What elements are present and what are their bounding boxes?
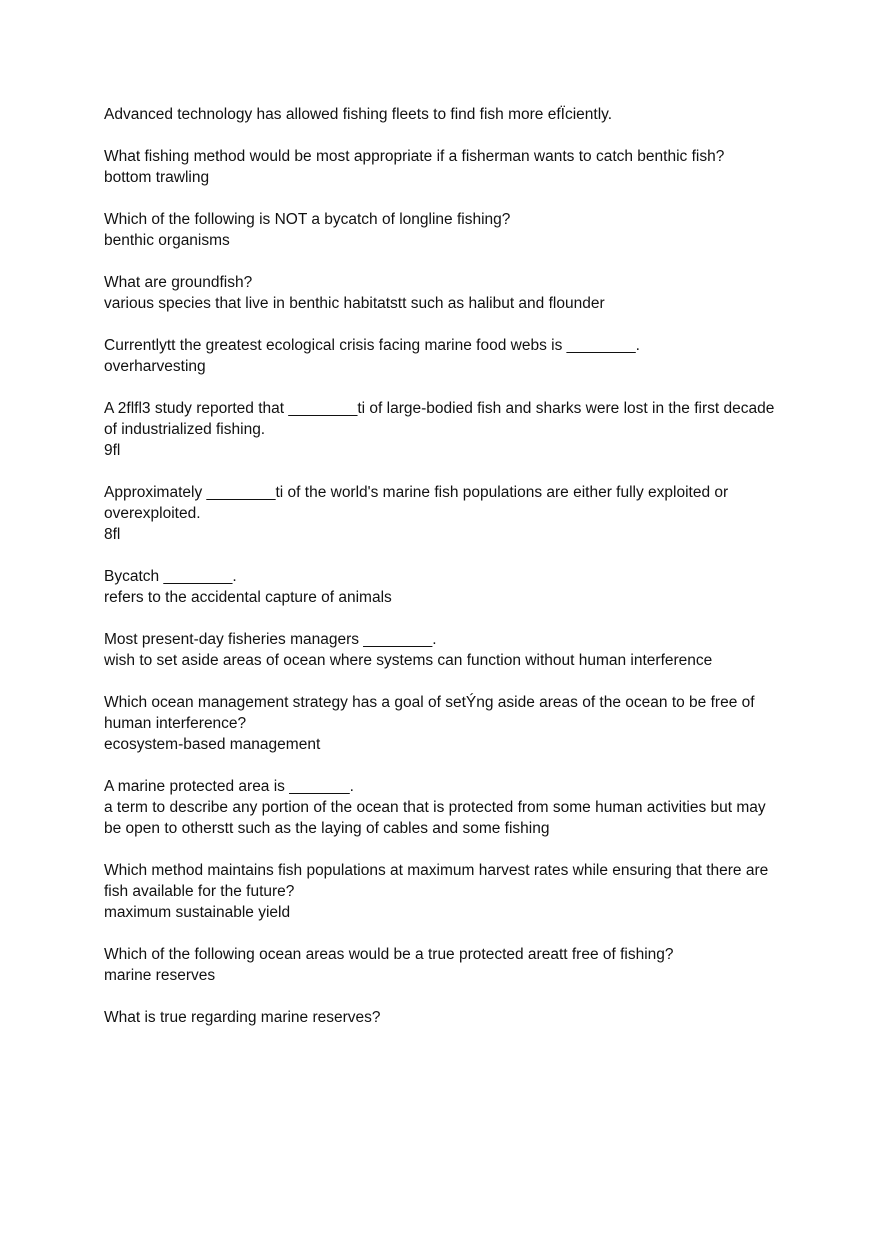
qa-block-9 <box>104 629 780 671</box>
qa-block-4 <box>104 272 780 314</box>
answer-text: ecosystem-based management <box>104 736 321 753</box>
question-text: Bycatch ________. <box>104 568 237 585</box>
answer-text: maximum sustainable yield <box>104 904 291 921</box>
qa-block-11 <box>104 776 780 839</box>
question-text: Which of the following ocean areas would be a true protected areatt free of fishing? <box>104 946 674 963</box>
answer-text: various species that live in benthic habitatstt such as halibut and flounder <box>104 295 605 312</box>
qa-block-12 <box>104 860 780 923</box>
qa-block-1 <box>104 104 780 125</box>
qa-block-13 <box>104 944 780 986</box>
question-text: Which of the following is NOT a bycatch of longline fishing? <box>104 211 511 228</box>
answer-text: 9fl <box>104 442 121 459</box>
question-text: Most present-day fisheries managers ________. <box>104 631 437 648</box>
qa-block-5 <box>104 335 780 377</box>
qa-block-2 <box>104 146 780 188</box>
answer-text: overharvesting <box>104 358 206 375</box>
answer-text: 8fl <box>104 526 121 543</box>
question-text: A 2flfl3 study reported that ________ti of large-bodied fish and sharks were lost in the first decade of industrialized fishing. <box>104 400 775 438</box>
question-text: Which ocean management strategy has a goal of setÝng aside areas of the ocean to be free of human interference? <box>104 694 755 732</box>
document-page <box>104 104 780 1049</box>
question-text: Currentlytt the greatest ecological crisis facing marine food webs is ________. <box>104 337 640 354</box>
question-text: Which method maintains fish populations at maximum harvest rates while ensuring that there are fish available for the future? <box>104 862 769 900</box>
answer-text: wish to set aside areas of ocean where systems can function without human interference <box>104 652 713 669</box>
answer-text: a term to describe any portion of the ocean that is protected from some human activities but may be open to otherstt such as the laying of cables and some fishing <box>104 799 766 837</box>
question-text: Approximately ________ti of the world's marine fish populations are either fully exploited or overexploited. <box>104 484 729 522</box>
qa-block-14 <box>104 1007 780 1028</box>
statement-text: Advanced technology has allowed fishing fleets to find fish more efÏciently. <box>104 106 613 123</box>
qa-block-6 <box>104 398 780 461</box>
answer-text: bottom trawling <box>104 169 210 186</box>
qa-block-10 <box>104 692 780 755</box>
answer-text: marine reserves <box>104 967 216 984</box>
qa-block-8 <box>104 566 780 608</box>
qa-block-7 <box>104 482 780 545</box>
question-text: What fishing method would be most appropriate if a fisherman wants to catch benthic fish? <box>104 148 725 165</box>
qa-block-3 <box>104 209 780 251</box>
answer-text: refers to the accidental capture of animals <box>104 589 392 606</box>
question-text: What is true regarding marine reserves? <box>104 1009 381 1026</box>
answer-text: benthic organisms <box>104 232 230 249</box>
question-text: A marine protected area is _______. <box>104 778 354 795</box>
question-text: What are groundfish? <box>104 274 253 291</box>
